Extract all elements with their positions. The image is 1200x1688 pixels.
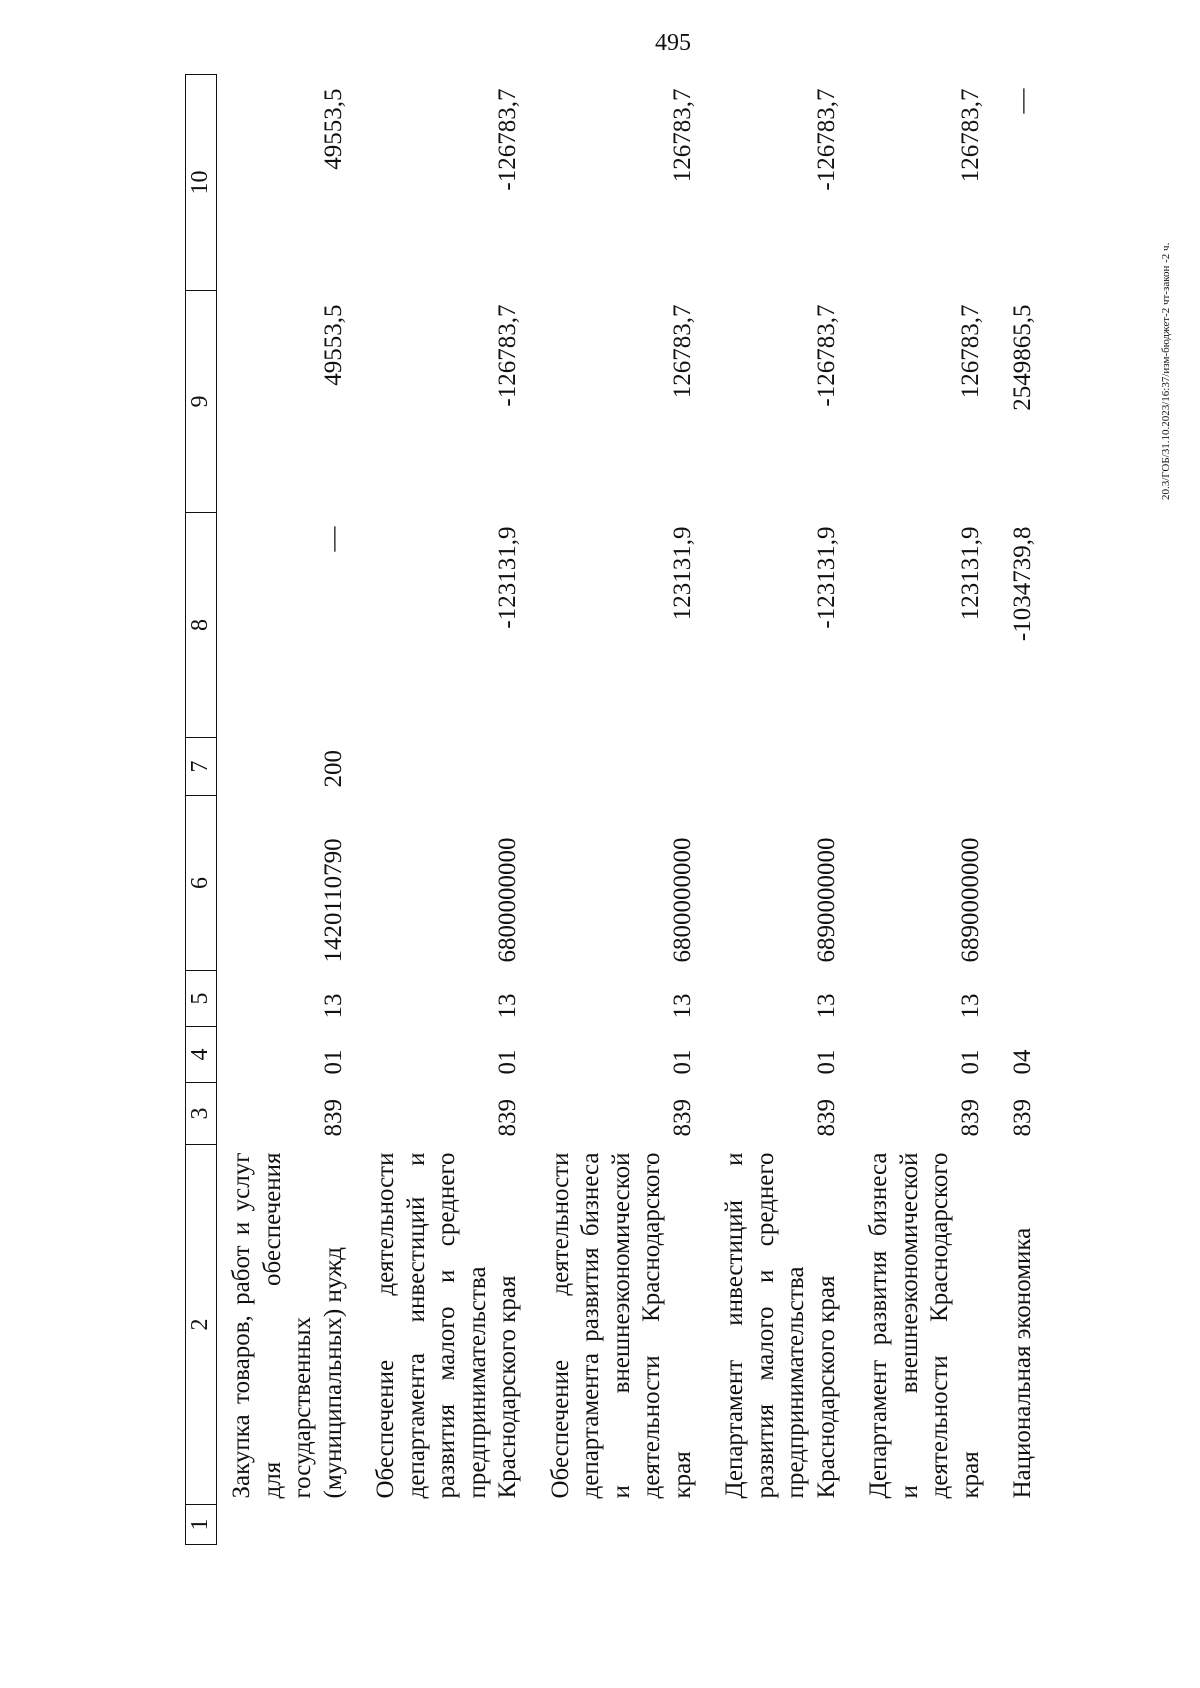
item-name-cell: Национальная экономика xyxy=(1009,1227,1036,1499)
target-article-cell xyxy=(998,796,1051,971)
section-code-cell: 01 xyxy=(812,1049,840,1075)
budget-table xyxy=(185,74,1051,1545)
subsection-code-cell: 13 xyxy=(494,993,521,1019)
subsection-code-cell: 13 xyxy=(956,993,984,1019)
header-cell: 1 xyxy=(186,1505,217,1545)
amount-cell: -126783,7 xyxy=(812,304,840,407)
header-cell: 3 xyxy=(186,1083,217,1145)
amount-cell: 123131,9 xyxy=(668,526,696,621)
target-article-cell: 6890000000 xyxy=(956,837,984,963)
header-row xyxy=(186,75,217,1545)
amount-cell: -1034739,8 xyxy=(1009,526,1036,642)
ministry-code-cell: 839 xyxy=(494,1099,521,1137)
item-name-cell: Департамент развития бизнеса и внешнеэкономической деятельности Краснодарского края xyxy=(865,1152,984,1499)
table-row xyxy=(854,75,998,1545)
amount-cell: — xyxy=(319,526,347,552)
row-number-cell xyxy=(361,1505,536,1545)
subsection-code-cell: 13 xyxy=(668,993,696,1019)
amount-cell: -123131,9 xyxy=(494,526,521,629)
amount-cell: 123131,9 xyxy=(956,526,984,621)
expense-type-cell: 200 xyxy=(319,750,347,788)
section-code-cell: 01 xyxy=(956,1049,984,1075)
amount-cell: 126783,7 xyxy=(956,88,984,183)
ministry-code-cell: 839 xyxy=(956,1099,984,1137)
target-article-cell: 6890000000 xyxy=(812,837,840,963)
amount-cell: 2549865,5 xyxy=(1009,304,1036,411)
header-cell: 9 xyxy=(186,291,217,513)
target-article-cell: 1420110790 xyxy=(319,838,347,963)
target-article-cell: 6800000000 xyxy=(668,837,696,963)
header-cell: 5 xyxy=(186,971,217,1027)
item-name-cell: Обеспечение деятельности департамента развития бизнеса и внешнеэкономической деятельности Краснодарского края xyxy=(546,1152,696,1499)
ministry-code-cell: 839 xyxy=(319,1099,347,1137)
header-cell: 8 xyxy=(186,513,217,738)
page-number: 495 xyxy=(655,30,691,56)
expense-type-cell xyxy=(536,738,711,796)
amount-cell: 126783,7 xyxy=(668,304,696,399)
table-row xyxy=(217,75,362,1545)
subsection-code-cell: 13 xyxy=(319,993,347,1019)
subsection-code-cell xyxy=(998,971,1051,1027)
section-code-cell: 01 xyxy=(494,1049,521,1075)
ministry-code-cell: 839 xyxy=(668,1099,696,1137)
row-number-cell xyxy=(854,1505,998,1545)
section-code-cell: 01 xyxy=(319,1049,347,1075)
section-code-cell: 01 xyxy=(668,1049,696,1075)
amount-cell: -123131,9 xyxy=(812,526,840,629)
item-name-cell: Департамент инвестиций и развития малого и среднего предпринимательства Краснодарского края xyxy=(721,1152,840,1499)
expense-type-cell xyxy=(710,738,854,796)
header-cell: 6 xyxy=(186,796,217,971)
expense-type-cell xyxy=(998,738,1051,796)
header-cell: 7 xyxy=(186,738,217,796)
row-number-cell xyxy=(998,1505,1051,1545)
amount-cell: -126783,7 xyxy=(494,304,521,407)
table-row xyxy=(998,75,1051,1545)
target-article-cell: 6800000000 xyxy=(494,837,521,963)
document-code: 20.3/ГОБ/31.10.2023/16:37/изм-бюджет-2 чт-закон -2 ч. xyxy=(1160,242,1172,500)
amount-cell: -126783,7 xyxy=(812,88,840,191)
ministry-code-cell: 839 xyxy=(1009,1099,1036,1137)
header-cell: 10 xyxy=(186,75,217,291)
rotated-table-wrapper xyxy=(185,75,1065,1545)
table-row xyxy=(536,75,711,1545)
amount-cell: — xyxy=(1009,88,1036,114)
row-number-cell xyxy=(217,1505,362,1545)
item-name-cell: Закупка товаров, работ и услуг для обеспечения государственных (муниципальных) нужд xyxy=(228,1152,347,1499)
expense-type-cell xyxy=(854,738,998,796)
table-row xyxy=(710,75,854,1545)
amount-cell: 49553,5 xyxy=(319,88,347,170)
amount-cell: 126783,7 xyxy=(668,88,696,183)
table-row xyxy=(361,75,536,1545)
row-number-cell xyxy=(710,1505,854,1545)
ministry-code-cell: 839 xyxy=(812,1099,840,1137)
row-number-cell xyxy=(536,1505,711,1545)
amount-cell: -126783,7 xyxy=(494,88,521,191)
amount-cell: 126783,7 xyxy=(956,304,984,399)
header-cell: 2 xyxy=(186,1145,217,1505)
section-code-cell: 04 xyxy=(1009,1049,1036,1075)
expense-type-cell xyxy=(361,738,536,796)
subsection-code-cell: 13 xyxy=(812,993,840,1019)
item-name-cell: Обеспечение деятельности департамента инвестиций и развития малого и среднего предпринимательства Краснодарского края xyxy=(372,1152,521,1499)
header-cell: 4 xyxy=(186,1027,217,1083)
amount-cell: 49553,5 xyxy=(319,304,347,386)
